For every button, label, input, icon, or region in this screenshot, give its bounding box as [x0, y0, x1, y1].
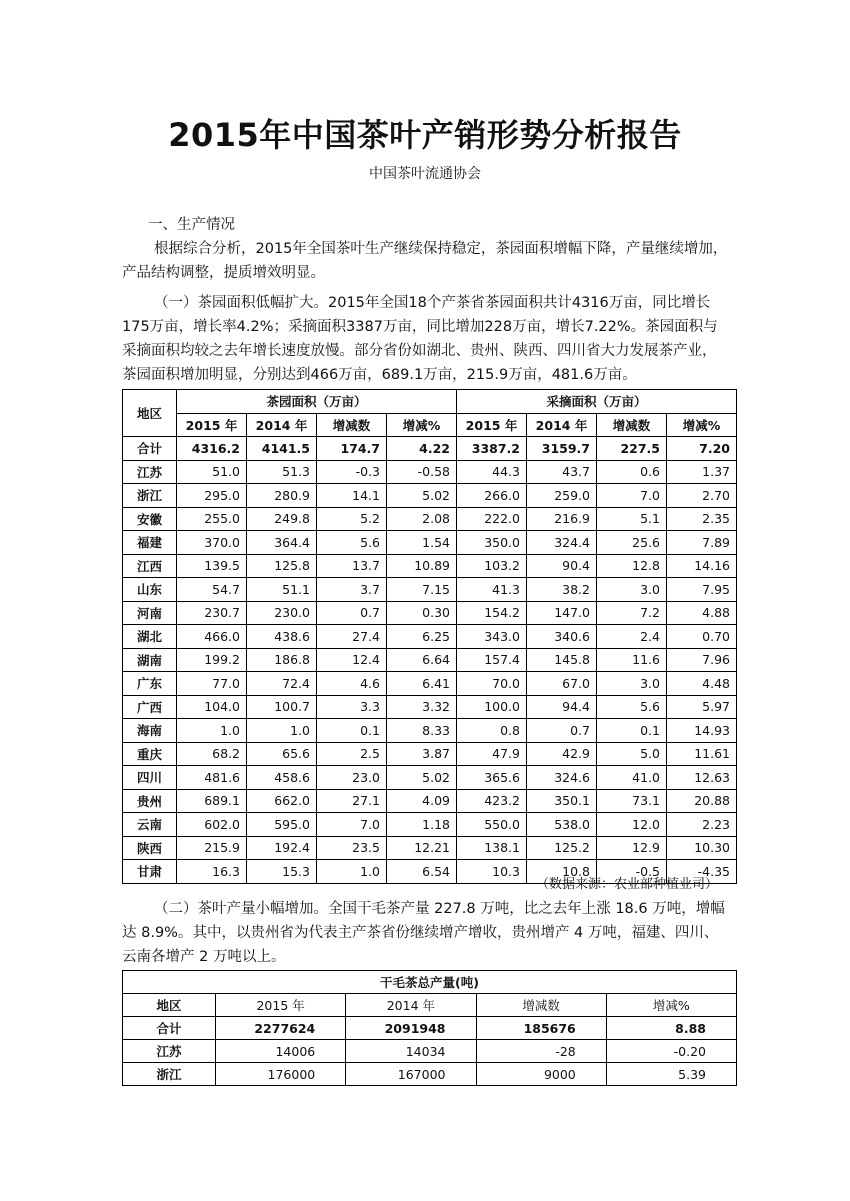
value-cell: 370.0 — [177, 531, 247, 555]
report-author: 中国茶叶流通协会 — [369, 166, 481, 182]
region-cell: 江苏 — [123, 1040, 216, 1063]
value-cell: 14006 — [216, 1040, 346, 1063]
value-cell: 458.6 — [247, 766, 317, 790]
value-cell: 186.8 — [247, 648, 317, 672]
value-cell: 51.0 — [177, 460, 247, 484]
value-cell: 6.64 — [387, 648, 457, 672]
region-cell: 甘肃 — [123, 860, 177, 884]
value-cell: 12.8 — [597, 554, 667, 578]
table-row — [123, 813, 737, 837]
value-cell: 185676 — [476, 1017, 606, 1040]
column-header: 2015 年 — [457, 413, 527, 437]
value-cell: 125.8 — [247, 554, 317, 578]
table-row — [123, 766, 737, 790]
value-cell: 9000 — [476, 1063, 606, 1086]
region-cell: 山东 — [123, 578, 177, 602]
tea-area-table — [122, 389, 737, 884]
value-cell: 68.2 — [177, 742, 247, 766]
region-cell: 安徽 — [123, 507, 177, 531]
column-header: 2015 年 — [177, 413, 247, 437]
value-cell: 438.6 — [247, 625, 317, 649]
value-cell: 230.0 — [247, 601, 317, 625]
value-cell: 662.0 — [247, 789, 317, 813]
region-cell: 贵州 — [123, 789, 177, 813]
value-cell: 7.2 — [597, 601, 667, 625]
table-row — [123, 531, 737, 555]
value-cell: 4.6 — [317, 672, 387, 696]
value-cell: 14034 — [346, 1040, 476, 1063]
region-cell: 江苏 — [123, 460, 177, 484]
value-cell: 90.4 — [527, 554, 597, 578]
region-cell: 浙江 — [123, 484, 177, 508]
value-cell: 0.7 — [527, 719, 597, 743]
region-cell: 重庆 — [123, 742, 177, 766]
value-cell: 3.3 — [317, 695, 387, 719]
value-cell: 1.18 — [387, 813, 457, 837]
table-row — [123, 578, 737, 602]
value-cell: 2.4 — [597, 625, 667, 649]
value-cell: 5.1 — [597, 507, 667, 531]
value-cell: 0.1 — [317, 719, 387, 743]
column-header: 增减数 — [476, 994, 606, 1017]
value-cell: 0.8 — [457, 719, 527, 743]
value-cell: 4.22 — [387, 437, 457, 461]
value-cell: 12.4 — [317, 648, 387, 672]
value-cell: 3.7 — [317, 578, 387, 602]
value-cell: -0.5 — [597, 860, 667, 884]
value-cell: 8.33 — [387, 719, 457, 743]
value-cell: 7.96 — [667, 648, 737, 672]
value-cell: 14.93 — [667, 719, 737, 743]
value-cell: 481.6 — [177, 766, 247, 790]
column-header: 2014 年 — [247, 413, 317, 437]
column-header: 增减% — [667, 413, 737, 437]
value-cell: 5.6 — [597, 695, 667, 719]
value-cell: 222.0 — [457, 507, 527, 531]
value-cell: 6.41 — [387, 672, 457, 696]
value-cell: 689.1 — [177, 789, 247, 813]
value-cell: 538.0 — [527, 813, 597, 837]
column-header: 增减% — [606, 994, 736, 1017]
value-cell: 266.0 — [457, 484, 527, 508]
value-cell: 423.2 — [457, 789, 527, 813]
value-cell: 38.2 — [527, 578, 597, 602]
value-cell: 42.9 — [527, 742, 597, 766]
value-cell: 4.09 — [387, 789, 457, 813]
value-cell: 5.97 — [667, 695, 737, 719]
value-cell: 7.95 — [667, 578, 737, 602]
value-cell: 2.35 — [667, 507, 737, 531]
value-cell: 12.21 — [387, 836, 457, 860]
table-row — [123, 460, 737, 484]
value-cell: 0.7 — [317, 601, 387, 625]
table-row — [123, 1063, 737, 1086]
value-cell: 3.0 — [597, 672, 667, 696]
tea-area-paragraph: （一）茶园面积低幅扩大。2015年全国18个产茶省茶园面积共计4316万亩，同比增长175万亩，增长率4.2%；采摘面积3387万亩，同比增加228万亩，增长7.22%。茶园面积与采摘面积均较之去年增长速度放慢。部分省份如湖北、贵州、陕西、四川省大力发展茶产业，茶园面积增加明显，分别达到466万亩，689.1万亩，215.9万亩，481.6万亩。 — [122, 295, 718, 383]
value-cell: 2.70 — [667, 484, 737, 508]
column-header: 增减% — [387, 413, 457, 437]
value-cell: 295.0 — [177, 484, 247, 508]
value-cell: 104.0 — [177, 695, 247, 719]
value-cell: 15.3 — [247, 860, 317, 884]
value-cell: 3387.2 — [457, 437, 527, 461]
value-cell: 350.1 — [527, 789, 597, 813]
value-cell: 12.63 — [667, 766, 737, 790]
value-cell: -0.3 — [317, 460, 387, 484]
value-cell: 5.2 — [317, 507, 387, 531]
value-cell: 5.39 — [606, 1063, 736, 1086]
region-cell: 湖南 — [123, 648, 177, 672]
value-cell: 65.6 — [247, 742, 317, 766]
column-header: 增减数 — [597, 413, 667, 437]
region-cell: 浙江 — [123, 1063, 216, 1086]
value-cell: 176000 — [216, 1063, 346, 1086]
value-cell: 67.0 — [527, 672, 597, 696]
value-cell: 2091948 — [346, 1017, 476, 1040]
value-cell: 4.48 — [667, 672, 737, 696]
value-cell: 249.8 — [247, 507, 317, 531]
table-row — [123, 1040, 737, 1063]
value-cell: 5.0 — [597, 742, 667, 766]
value-cell: 0.6 — [597, 460, 667, 484]
value-cell: 230.7 — [177, 601, 247, 625]
region-header: 地区 — [123, 390, 177, 437]
value-cell: 7.0 — [317, 813, 387, 837]
value-cell: 73.1 — [597, 789, 667, 813]
value-cell: 10.30 — [667, 836, 737, 860]
value-cell: 4.88 — [667, 601, 737, 625]
table-row — [123, 625, 737, 649]
value-cell: 51.3 — [247, 460, 317, 484]
value-cell: 324.6 — [527, 766, 597, 790]
value-cell: 10.8 — [527, 860, 597, 884]
table-row — [123, 601, 737, 625]
value-cell: 350.0 — [457, 531, 527, 555]
value-cell: 41.0 — [597, 766, 667, 790]
column-header: 增减数 — [317, 413, 387, 437]
value-cell: 103.2 — [457, 554, 527, 578]
value-cell: 16.3 — [177, 860, 247, 884]
intro-paragraph: 根据综合分析，2015年全国茶叶生产继续保持稳定，茶园面积增幅下降，产量继续增加，产品结构调整，提质增效明显。 — [122, 241, 728, 281]
column-header: 2014 年 — [527, 413, 597, 437]
value-cell: 5.6 — [317, 531, 387, 555]
value-cell: -4.35 — [667, 860, 737, 884]
value-cell: 54.7 — [177, 578, 247, 602]
value-cell: 14.16 — [667, 554, 737, 578]
value-cell: 11.61 — [667, 742, 737, 766]
value-cell: 20.88 — [667, 789, 737, 813]
table-row — [123, 836, 737, 860]
value-cell: 1.54 — [387, 531, 457, 555]
column-header: 2014 年 — [346, 994, 476, 1017]
region-cell: 福建 — [123, 531, 177, 555]
value-cell: 2.08 — [387, 507, 457, 531]
value-cell: 192.4 — [247, 836, 317, 860]
value-cell: 550.0 — [457, 813, 527, 837]
value-cell: 3.32 — [387, 695, 457, 719]
picking-area-header: 采摘面积（万亩） — [457, 390, 737, 414]
table-row — [123, 507, 737, 531]
value-cell: 14.1 — [317, 484, 387, 508]
value-cell: 72.4 — [247, 672, 317, 696]
value-cell: 2.23 — [667, 813, 737, 837]
value-cell: 1.0 — [177, 719, 247, 743]
value-cell: 280.9 — [247, 484, 317, 508]
value-cell: 94.4 — [527, 695, 597, 719]
column-header: 2015 年 — [216, 994, 346, 1017]
value-cell: 340.6 — [527, 625, 597, 649]
value-cell: 100.7 — [247, 695, 317, 719]
value-cell: 23.5 — [317, 836, 387, 860]
value-cell: 5.02 — [387, 484, 457, 508]
value-cell: 100.0 — [457, 695, 527, 719]
value-cell: 3159.7 — [527, 437, 597, 461]
value-cell: 11.6 — [597, 648, 667, 672]
output-table-title: 干毛茶总产量(吨) — [123, 971, 737, 994]
value-cell: 7.0 — [597, 484, 667, 508]
region-cell: 海南 — [123, 719, 177, 743]
value-cell: 5.02 — [387, 766, 457, 790]
table-row — [123, 648, 737, 672]
value-cell: 227.5 — [597, 437, 667, 461]
value-cell: 23.0 — [317, 766, 387, 790]
table-row — [123, 554, 737, 578]
region-cell: 合计 — [123, 1017, 216, 1040]
value-cell: 167000 — [346, 1063, 476, 1086]
value-cell: 255.0 — [177, 507, 247, 531]
value-cell: 6.25 — [387, 625, 457, 649]
section-heading: 一、生产情况 — [148, 217, 235, 233]
value-cell: 41.3 — [457, 578, 527, 602]
value-cell: 2277624 — [216, 1017, 346, 1040]
region-cell: 河南 — [123, 601, 177, 625]
value-cell: 154.2 — [457, 601, 527, 625]
table-row — [123, 1017, 737, 1040]
region-cell: 云南 — [123, 813, 177, 837]
value-cell: 27.1 — [317, 789, 387, 813]
value-cell: 7.15 — [387, 578, 457, 602]
value-cell: 125.2 — [527, 836, 597, 860]
value-cell: -28 — [476, 1040, 606, 1063]
value-cell: 199.2 — [177, 648, 247, 672]
value-cell: 13.7 — [317, 554, 387, 578]
dry-tea-output-table — [122, 970, 737, 1086]
value-cell: 8.88 — [606, 1017, 736, 1040]
value-cell: 12.9 — [597, 836, 667, 860]
column-header: 地区 — [123, 994, 216, 1017]
region-cell: 广东 — [123, 672, 177, 696]
value-cell: 365.6 — [457, 766, 527, 790]
value-cell: 466.0 — [177, 625, 247, 649]
value-cell: 10.3 — [457, 860, 527, 884]
value-cell: 44.3 — [457, 460, 527, 484]
value-cell: 27.4 — [317, 625, 387, 649]
value-cell: 43.7 — [527, 460, 597, 484]
table-row — [123, 719, 737, 743]
data-source-note: （数据来源：农业部种植业司） — [535, 877, 718, 892]
report-title: 2015年中国茶叶产销形势分析报告 — [168, 116, 682, 154]
table-row — [123, 789, 737, 813]
value-cell: 10.89 — [387, 554, 457, 578]
table-row — [123, 695, 737, 719]
region-cell: 湖北 — [123, 625, 177, 649]
value-cell: 157.4 — [457, 648, 527, 672]
value-cell: 3.87 — [387, 742, 457, 766]
table-row — [123, 672, 737, 696]
tea-output-paragraph: （二）茶叶产量小幅增加。全国干毛茶产量 227.8 万吨，比之去年上涨 18.6 万吨，增幅达 8.9%。其中，以贵州省为代表主产茶省份继续增产增收，贵州增产 4 万吨，福建、四川、云南各增产 2 万吨以上。 — [122, 901, 725, 965]
value-cell: -0.20 — [606, 1040, 736, 1063]
value-cell: 174.7 — [317, 437, 387, 461]
value-cell: 364.4 — [247, 531, 317, 555]
value-cell: 47.9 — [457, 742, 527, 766]
value-cell: 1.0 — [317, 860, 387, 884]
value-cell: 0.1 — [597, 719, 667, 743]
region-cell: 陕西 — [123, 836, 177, 860]
value-cell: 51.1 — [247, 578, 317, 602]
tea-garden-area-header: 茶园面积（万亩） — [177, 390, 457, 414]
value-cell: 4141.5 — [247, 437, 317, 461]
region-cell: 江西 — [123, 554, 177, 578]
table-row — [123, 437, 737, 461]
value-cell: 0.70 — [667, 625, 737, 649]
value-cell: 7.20 — [667, 437, 737, 461]
value-cell: 595.0 — [247, 813, 317, 837]
value-cell: 3.0 — [597, 578, 667, 602]
value-cell: 25.6 — [597, 531, 667, 555]
value-cell: 1.37 — [667, 460, 737, 484]
value-cell: -0.58 — [387, 460, 457, 484]
value-cell: 147.0 — [527, 601, 597, 625]
value-cell: 7.89 — [667, 531, 737, 555]
value-cell: 12.0 — [597, 813, 667, 837]
value-cell: 70.0 — [457, 672, 527, 696]
value-cell: 0.30 — [387, 601, 457, 625]
value-cell: 145.8 — [527, 648, 597, 672]
value-cell: 602.0 — [177, 813, 247, 837]
value-cell: 324.4 — [527, 531, 597, 555]
region-cell: 合计 — [123, 437, 177, 461]
value-cell: 216.9 — [527, 507, 597, 531]
value-cell: 139.5 — [177, 554, 247, 578]
table-row — [123, 742, 737, 766]
value-cell: 343.0 — [457, 625, 527, 649]
value-cell: 2.5 — [317, 742, 387, 766]
value-cell: 6.54 — [387, 860, 457, 884]
region-cell: 四川 — [123, 766, 177, 790]
region-cell: 广西 — [123, 695, 177, 719]
value-cell: 259.0 — [527, 484, 597, 508]
value-cell: 4316.2 — [177, 437, 247, 461]
value-cell: 215.9 — [177, 836, 247, 860]
value-cell: 77.0 — [177, 672, 247, 696]
value-cell: 138.1 — [457, 836, 527, 860]
table-row — [123, 484, 737, 508]
value-cell: 1.0 — [247, 719, 317, 743]
